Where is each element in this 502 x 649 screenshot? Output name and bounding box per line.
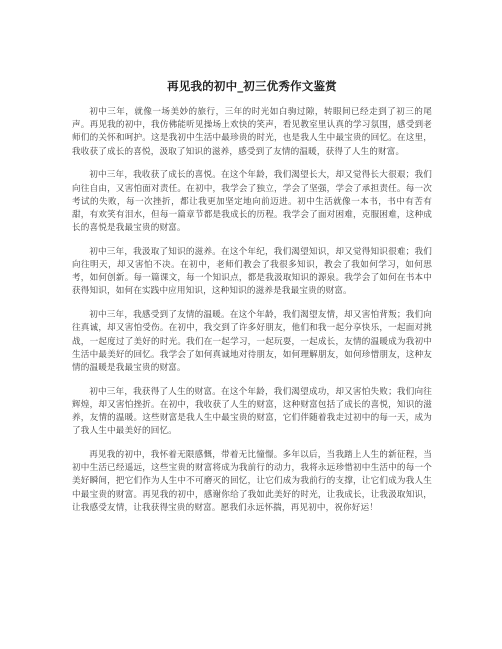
paragraph-3: 初中三年，我汲取了知识的滋养。在这个年纪，我们渴望知识，却又觉得知识很难；我们向往明天，却又害怕不决。在初中，老师们教会了我很多知识，教会了我如何学习，如何思考，如何创新。每一篇课文，每一个知识点，都是我汲取知识的源泉。我学会了如何在书本中获得知识，如何在实践中应用知识，这种知识的滋养是我最宝贵的财富。 — [72, 246, 432, 297]
paragraph-4: 初中三年，我感受到了友情的温暖。在这个年龄，我们渴望友情，却又害怕背叛；我们向往真诚，却又害怕受伤。在初中，我交到了许多好朋友，他们和我一起分享快乐，一起面对挑战，一起度过了美好的时光。我们在一起学习，一起玩耍，一起成长，友情的温暖成为我初中生活中最美好的回忆。我学会了如何真诚地对待朋友，如何理解朋友，如何珍惜朋友，这种友情的温暖是我最宝贵的财富。 — [72, 310, 432, 373]
document-title: 再见我的初中_初三优秀作文鉴赏 — [167, 79, 337, 93]
paragraph-6: 再见我的初中，我怀着无限感慨，带着无比憧憬。多年以后，当我踏上人生的新征程，当初中生活已经遥远，这些宝贵的财富将成为我前行的动力，我将永远珍惜初中生活中的每一个美好瞬间，把它们作为人生中不可磨灭的回忆，让它们成为我前行的支撑，让它们成为我人生中最宝贵的财富。再见我的初中，感谢你给了我如此美好的时光，让我成长，让我汲取知识，让我感受友情，让我获得宝贵的财富。愿我们永远怀揣，再见初中，祝你好运！ — [72, 449, 432, 513]
paragraph-1: 初中三年，就像一场美妙的旅行，三年的时光如白驹过隙，转眼间已经走到了初三的尾声。再见我的初中，我仿佛能听见操场上欢快的笑声，看见教室里认真的学习氛围，感受到老师们的关怀和呵护。这是我初中生活中最珍贵的时光，也是我人生中最宝贵的回忆。在这里，我收获了成长的喜悦，汲取了知识的滋养，感受到了友情的温暖，获得了人生的财富。 — [72, 107, 432, 157]
paragraph-2: 初中三年，我收获了成长的喜悦。在这个年龄，我们渴望长大，却又觉得长大很艰；我们向往自由，又害怕面对责任。在初中，我学会了独立，学会了坚强，学会了承担责任。每一次考试的失败，每一次挫折，都让我更加坚定地向前迈进。初中生活就像一本书，书中有苦有甜，有欢笑有泪水，但每一篇章节都是我成长的历程。我学会了面对困难，克服困难，这种成长的喜悦是我最宝贵的财富。 — [72, 170, 432, 234]
paragraph-5: 初中三年，我获得了人生的财富。在这个年龄，我们渴望成功，却又害怕失败；我们向往辉煌，却又害怕挫折。在初中，我收获了人生的财富，这种财富包括了成长的喜悦，知识的滋养，友情的温暖。这些财富是我人生中最宝贵的财富，它们伴随着我走过初中的每一天，成为了我人生中最美好的回忆。 — [72, 386, 432, 437]
